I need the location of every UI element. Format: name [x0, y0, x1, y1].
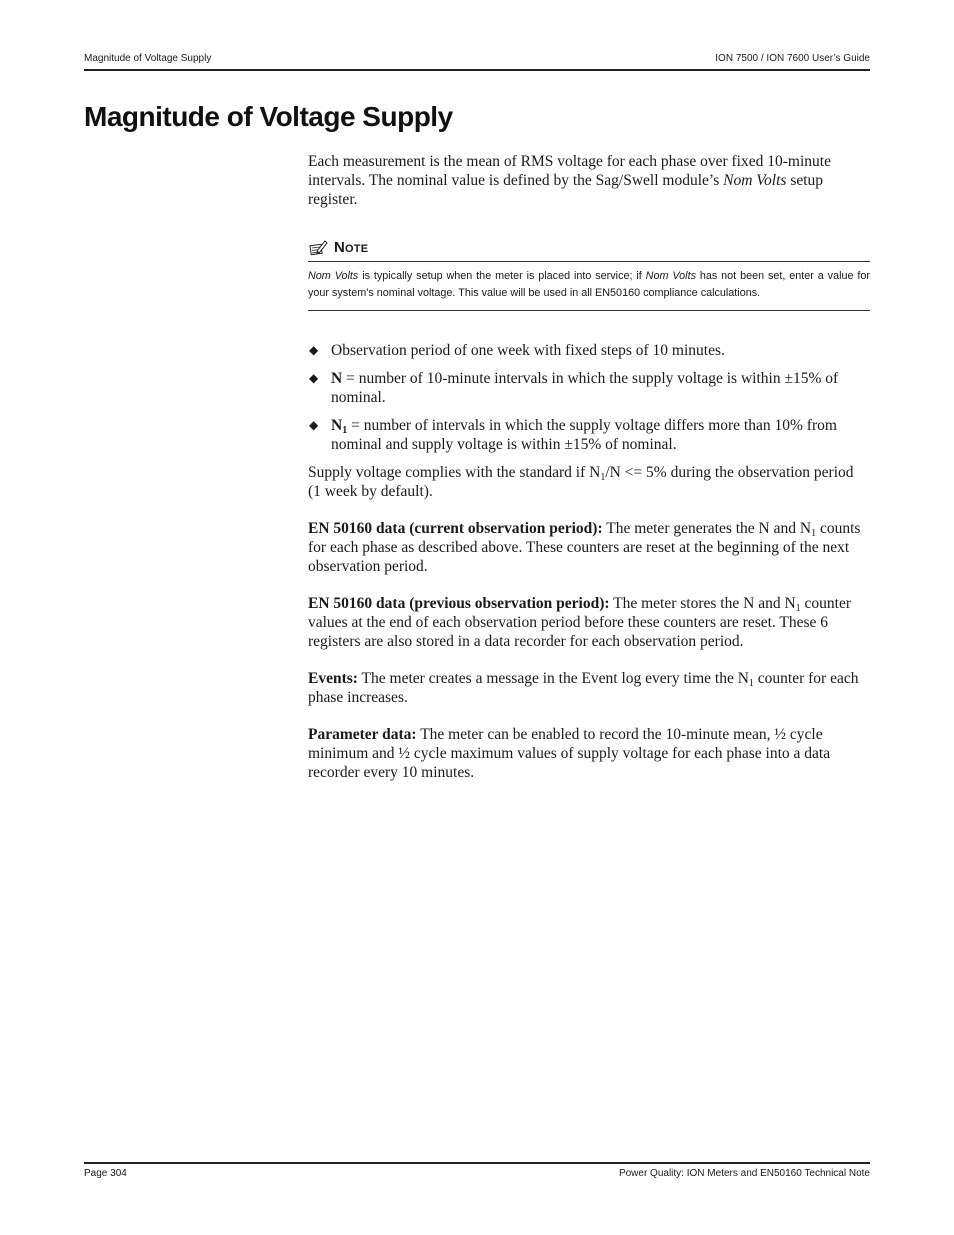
footer-rule [84, 1162, 870, 1164]
list-item: ◆ $N_1$ = number of intervals in which the supply voltage differs more than 10% from nominal and supply voltage is within ±15% of nominal. [309, 417, 837, 453]
header-rule [84, 69, 870, 71]
running-header-left: Magnitude of Voltage Supply [84, 53, 212, 64]
note-pencil-icon [308, 238, 328, 258]
note-bottom-rule [308, 310, 870, 311]
running-header-right: ION 7500 / ION 7600 User’s Guide [715, 53, 870, 64]
main-content [308, 152, 870, 800]
note-title: NOTE [334, 239, 369, 256]
note-text: Nom Volts is typically setup when the meter is placed into service; if Nom Volts has not been set, enter a value for your system’s nominal voltage. This value will be used in all EN50160 compliance calculations. [308, 270, 870, 299]
intro-paragraph: Each measurement is the mean of RMS voltage for each phase over fixed 10-minute intervals. The nominal value is defined by the Sag/Swell module’s Nom Volts setup register. [308, 153, 831, 208]
note-box [308, 235, 870, 311]
compliance-paragraph: Supply voltage complies with the standard if $N_1/N <= 5\%$ during the observation period (1 week by default). [308, 464, 854, 500]
previous-period-paragraph: EN 50160 data (previous observation period): The meter stores the N and $N_1$ counter values at the end of each observation period before these counters are reset. These 6 registers are also stored in a data recorder for each observation period. [308, 595, 851, 650]
parameter-data-paragraph: Parameter data: The meter can be enabled to record the 10-minute mean, ½ cycle minimum and ½ cycle maximum values of supply voltage for each phase into a data recorder every 10 minutes. [308, 726, 831, 781]
running-footer-right: Power Quality: ION Meters and EN50160 Technical Note [618, 1168, 870, 1179]
list-item: ◆ N = number of 10-minute intervals in which the supply voltage is within ±15% of nominal. [309, 370, 839, 406]
page-title: Magnitude of Voltage Supply [84, 101, 453, 132]
events-paragraph: Events: The meter creates a message in the Event log every time the $N_1$ counter for each phase increases. [308, 670, 859, 706]
diamond-bullet-icon: ◆ [309, 343, 319, 357]
page-number: Page 304 [84, 1168, 127, 1179]
definition-list [308, 341, 870, 454]
list-item: ◆ Observation period of one week with fixed steps of 10 minutes. [309, 342, 725, 359]
diamond-bullet-icon: ◆ [309, 371, 319, 385]
current-period-paragraph: EN 50160 data (current observation period): The meter generates the N and $N_1$ counts for each phase as described above. These counters are reset at the beginning of the next observation period. [308, 520, 861, 575]
note-header [308, 235, 870, 259]
diamond-bullet-icon: ◆ [309, 418, 319, 432]
